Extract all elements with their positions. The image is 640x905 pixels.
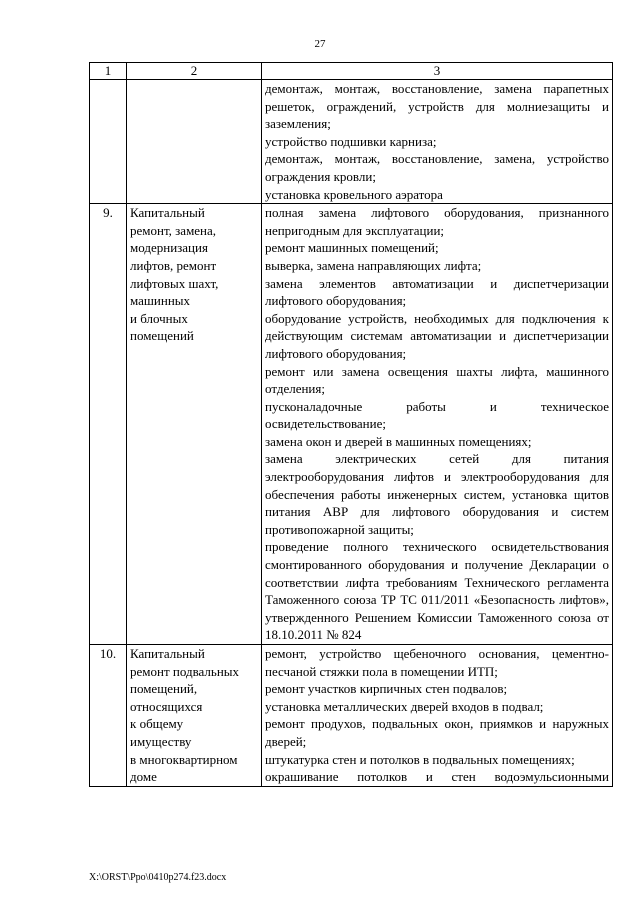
table-row — [90, 645, 613, 787]
work-category — [127, 80, 262, 204]
work-category-line: ремонт, замена, — [130, 222, 217, 238]
work-item: оборудование устройств, необходимых для подключения к действующим системам автоматизации и диспетчеризации лифтового оборудования; — [265, 310, 609, 361]
work-items — [262, 645, 613, 787]
work-item: ремонт участков кирпичных стен подвалов; — [265, 681, 508, 697]
work-category — [127, 645, 262, 787]
work-item: установка кровельного аэратора — [265, 186, 443, 202]
work-category-line: Капитальный — [130, 205, 205, 221]
document-file-path: X:\ORST\Ppo\0410p274.f23.docx — [89, 872, 227, 883]
work-category-line: помещений, — [130, 681, 198, 697]
table-body — [90, 80, 613, 787]
work-items — [262, 80, 613, 204]
work-item: штукатурка стен и потолков в подвальных помещениях; — [265, 751, 575, 767]
works-table — [89, 62, 613, 787]
work-category-line: доме — [130, 769, 157, 785]
work-item: ремонт продухов, подвальных окон, приямков и наружных дверей; — [265, 716, 609, 749]
work-category-line: к общему — [130, 716, 184, 732]
header-col-2: 2 — [127, 63, 262, 80]
work-category-line: машинных — [130, 293, 191, 309]
row-number — [90, 80, 127, 204]
work-category-line: имуществу — [130, 733, 192, 749]
work-item: установка металлических дверей входов в подвал; — [265, 698, 544, 714]
work-item: полная замена лифтового оборудования, признанного непригодным для эксплуатации; — [265, 205, 609, 238]
work-item: пусконаладочные работы и техническое освидетельствование; — [265, 398, 609, 432]
work-item: демонтаж, монтаж, восстановление, замена, устройство ограждения кровли; — [265, 151, 609, 184]
work-item: замена элементов автоматизации и диспетчеризации лифтового оборудования; — [265, 275, 609, 309]
work-category — [127, 204, 262, 645]
work-category-line: в многоквартирном — [130, 751, 238, 767]
row-number: 10. — [90, 645, 127, 787]
table-row — [90, 204, 613, 645]
work-category-line: и блочных — [130, 310, 188, 326]
table-header-row — [90, 63, 613, 80]
work-item: выверка, замена направляющих лифта; — [265, 257, 482, 273]
work-item: ремонт или замена освещения шахты лифта, машинного отделения; — [265, 363, 609, 397]
header-col-3: 3 — [262, 63, 613, 80]
work-item: проведение полного технического освидетельствования смонтированного оборудования и получение Декларации о соответствии лифта требованиям Технического регламента Таможенного союза ТР ТС 011/2011 «Безопасность лифтов», утвержденного Решением Комиссии Таможенного союза от 18.10.2011 № 824 — [265, 539, 609, 643]
work-item: демонтаж, монтаж, восстановление, замена парапетных решеток, ограждений, устройств для молниезащиты и заземления; — [265, 81, 609, 132]
work-category-line: ремонт подвальных — [130, 663, 240, 679]
work-item: устройство подшивки карниза; — [265, 133, 437, 149]
work-item: замена электрических сетей для питания электрооборудования лифтов и электрооборудования для обеспечения работы инженерных систем, установка щитов питания АВР для лифтового оборудования и систем противопожарной защиты; — [265, 451, 609, 537]
row-number: 9. — [90, 204, 127, 645]
work-category-line: относящихся — [130, 698, 203, 714]
work-category-line: лифтовых шахт, — [130, 275, 219, 291]
header-col-1: 1 — [90, 63, 127, 80]
work-category-line: модернизация — [130, 240, 208, 256]
work-item: окрашивание потолков и стен водоэмульсионными — [265, 769, 609, 785]
work-category-line: Капитальный — [130, 646, 205, 661]
work-item: ремонт, устройство щебеночного основания, цементно-песчаной стяжки пола в помещении ИТП; — [265, 646, 609, 679]
table-row — [90, 80, 613, 204]
work-category-line: лифтов, ремонт — [130, 257, 217, 273]
work-category-line: помещений — [130, 328, 194, 344]
work-items — [262, 204, 613, 645]
work-item: ремонт машинных помещений; — [265, 240, 439, 256]
page-number: 27 — [314, 38, 326, 50]
work-item: замена окон и дверей в машинных помещениях; — [265, 433, 532, 449]
